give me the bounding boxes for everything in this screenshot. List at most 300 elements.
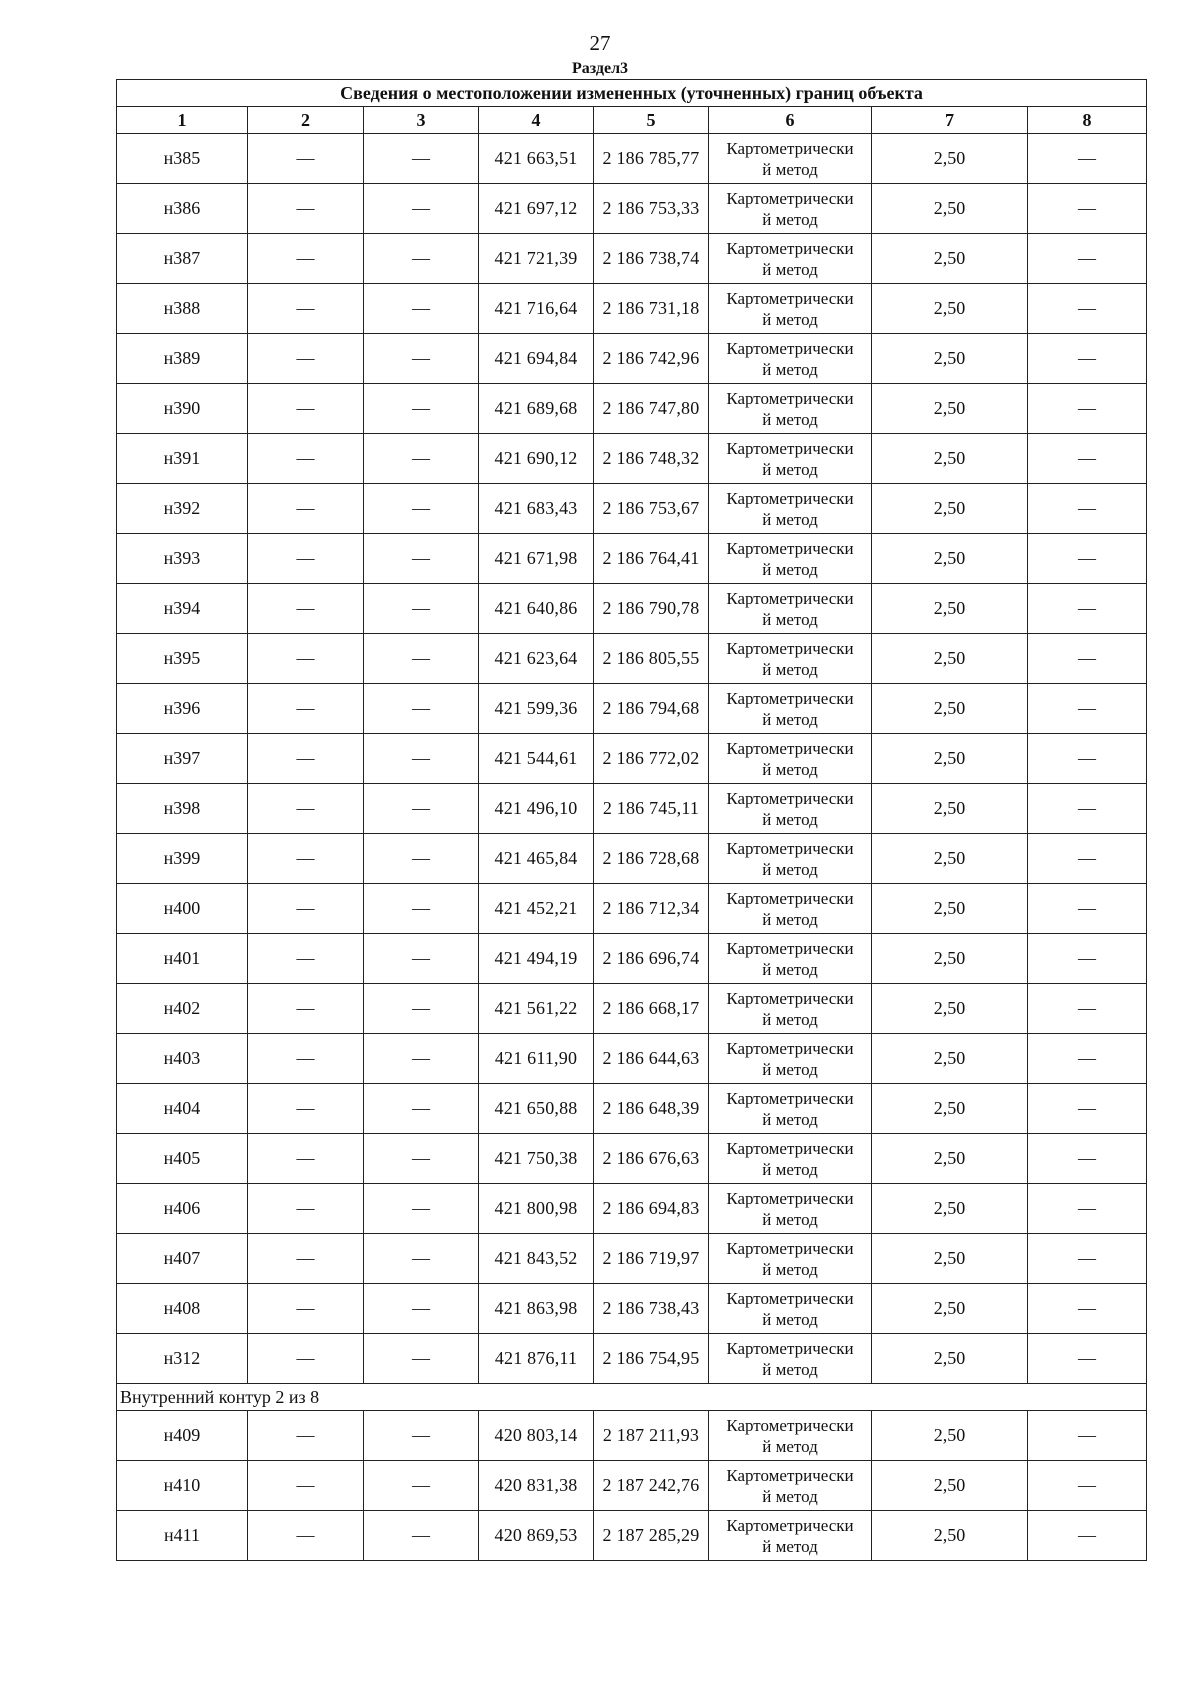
method-cell xyxy=(709,984,872,1034)
y-coordinate-cell: 2 186 742,96 xyxy=(594,334,709,384)
column8-cell: — xyxy=(1028,1334,1147,1384)
column3-cell: — xyxy=(364,1461,479,1511)
point-cell: н402 xyxy=(117,984,248,1034)
x-coordinate-cell: 421 800,98 xyxy=(479,1184,594,1234)
accuracy-cell: 2,50 xyxy=(872,1234,1028,1284)
method-cell xyxy=(709,434,872,484)
column8-cell: — xyxy=(1028,134,1147,184)
y-coordinate-cell: 2 186 648,39 xyxy=(594,1084,709,1134)
method-text: Картометрически xyxy=(726,1088,854,1108)
point-cell: н395 xyxy=(117,634,248,684)
column3-cell: — xyxy=(364,1084,479,1134)
point-cell: н401 xyxy=(117,934,248,984)
page-number: 27 xyxy=(589,31,611,55)
column8-cell: — xyxy=(1028,734,1147,784)
point-cell: н409 xyxy=(117,1411,248,1461)
table-row xyxy=(117,884,1147,934)
point-cell: н398 xyxy=(117,784,248,834)
column2-cell: — xyxy=(248,1234,364,1284)
y-coordinate-cell: 2 186 764,41 xyxy=(594,534,709,584)
y-coordinate-cell: 2 186 747,80 xyxy=(594,384,709,434)
column2-cell: — xyxy=(248,284,364,334)
accuracy-cell: 2,50 xyxy=(872,1084,1028,1134)
method-cell xyxy=(709,1184,872,1234)
column8-cell: — xyxy=(1028,684,1147,734)
table-row xyxy=(117,684,1147,734)
column8-cell: — xyxy=(1028,434,1147,484)
table-row xyxy=(117,1234,1147,1284)
y-coordinate-cell: 2 186 753,67 xyxy=(594,484,709,534)
point-cell: н399 xyxy=(117,834,248,884)
column3-cell: — xyxy=(364,934,479,984)
column-number: 2 xyxy=(248,107,364,134)
method-text: Картометрически xyxy=(726,1415,854,1435)
x-coordinate-cell: 420 803,14 xyxy=(479,1411,594,1461)
table-row xyxy=(117,1284,1147,1334)
y-coordinate-cell: 2 186 668,17 xyxy=(594,984,709,1034)
column8-cell: — xyxy=(1028,1411,1147,1461)
accuracy-cell: 2,50 xyxy=(872,584,1028,634)
x-coordinate-cell: 421 650,88 xyxy=(479,1084,594,1134)
x-coordinate-cell: 421 623,64 xyxy=(479,634,594,684)
column8-cell: — xyxy=(1028,184,1147,234)
column8-cell: — xyxy=(1028,984,1147,1034)
method-text: Картометрически xyxy=(726,1515,854,1535)
y-coordinate-cell: 2 186 794,68 xyxy=(594,684,709,734)
method-cell xyxy=(709,1511,872,1561)
method-text: Картометрически xyxy=(726,938,854,958)
y-coordinate-cell: 2 187 211,93 xyxy=(594,1411,709,1461)
column-number: 6 xyxy=(709,107,872,134)
table-row xyxy=(117,834,1147,884)
column8-cell: — xyxy=(1028,1034,1147,1084)
x-coordinate-cell: 420 831,38 xyxy=(479,1461,594,1511)
accuracy-cell: 2,50 xyxy=(872,734,1028,784)
table-caption: Сведения о местоположении измененных (уточненных) границ объекта xyxy=(117,80,1147,107)
column3-cell: — xyxy=(364,734,479,784)
column-number: 7 xyxy=(872,107,1028,134)
column2-cell: — xyxy=(248,734,364,784)
table-row xyxy=(117,734,1147,784)
table-row xyxy=(117,984,1147,1034)
y-coordinate-cell: 2 186 676,63 xyxy=(594,1134,709,1184)
point-cell: н405 xyxy=(117,1134,248,1184)
x-coordinate-cell: 421 843,52 xyxy=(479,1234,594,1284)
method-text: й метод xyxy=(762,409,818,429)
accuracy-cell: 2,50 xyxy=(872,684,1028,734)
method-cell xyxy=(709,1334,872,1384)
method-text: й метод xyxy=(762,809,818,829)
point-cell: н397 xyxy=(117,734,248,784)
column8-cell: — xyxy=(1028,284,1147,334)
method-cell xyxy=(709,634,872,684)
x-coordinate-cell: 421 494,19 xyxy=(479,934,594,984)
x-coordinate-cell: 421 750,38 xyxy=(479,1134,594,1184)
point-cell: н400 xyxy=(117,884,248,934)
column8-cell: — xyxy=(1028,934,1147,984)
method-text: й метод xyxy=(762,559,818,579)
method-text: й метод xyxy=(762,509,818,529)
table-row xyxy=(117,334,1147,384)
accuracy-cell: 2,50 xyxy=(872,1034,1028,1084)
method-cell xyxy=(709,584,872,634)
accuracy-cell: 2,50 xyxy=(872,784,1028,834)
point-cell: н386 xyxy=(117,184,248,234)
column2-cell: — xyxy=(248,1284,364,1334)
method-cell xyxy=(709,334,872,384)
column2-cell: — xyxy=(248,1084,364,1134)
column2-cell: — xyxy=(248,884,364,934)
column3-cell: — xyxy=(364,634,479,684)
point-cell: н394 xyxy=(117,584,248,634)
y-coordinate-cell: 2 186 644,63 xyxy=(594,1034,709,1084)
accuracy-cell: 2,50 xyxy=(872,1461,1028,1511)
method-cell xyxy=(709,1084,872,1134)
y-coordinate-cell: 2 186 790,78 xyxy=(594,584,709,634)
method-text: й метод xyxy=(762,609,818,629)
point-cell: н411 xyxy=(117,1511,248,1561)
method-text: Картометрически xyxy=(726,1138,854,1158)
contour-label: Внутренний контур 2 из 8 xyxy=(117,1384,1147,1411)
method-cell xyxy=(709,134,872,184)
method-text: Картометрически xyxy=(726,238,854,258)
column3-cell: — xyxy=(364,534,479,584)
accuracy-cell: 2,50 xyxy=(872,634,1028,684)
method-text: й метод xyxy=(762,859,818,879)
column-numbers-row xyxy=(117,107,1147,134)
method-text: й метод xyxy=(762,1009,818,1029)
column-number: 1 xyxy=(117,107,248,134)
method-text: й метод xyxy=(762,959,818,979)
y-coordinate-cell: 2 186 738,74 xyxy=(594,234,709,284)
column3-cell: — xyxy=(364,284,479,334)
y-coordinate-cell: 2 187 242,76 xyxy=(594,1461,709,1511)
table-row xyxy=(117,584,1147,634)
point-cell: н390 xyxy=(117,384,248,434)
column3-cell: — xyxy=(364,1334,479,1384)
x-coordinate-cell: 421 683,43 xyxy=(479,484,594,534)
column3-cell: — xyxy=(364,434,479,484)
column8-cell: — xyxy=(1028,1284,1147,1334)
method-text: Картометрически xyxy=(726,1465,854,1485)
method-text: Картометрически xyxy=(726,988,854,1008)
x-coordinate-cell: 421 689,68 xyxy=(479,384,594,434)
contour-section xyxy=(117,1384,1147,1411)
column8-cell: — xyxy=(1028,534,1147,584)
method-text: Картометрически xyxy=(726,688,854,708)
column2-cell: — xyxy=(248,1184,364,1234)
coordinates-table xyxy=(116,79,1147,1561)
y-coordinate-cell: 2 186 719,97 xyxy=(594,1234,709,1284)
column2-cell: — xyxy=(248,334,364,384)
column2-cell: — xyxy=(248,1134,364,1184)
x-coordinate-cell: 421 697,12 xyxy=(479,184,594,234)
method-cell xyxy=(709,234,872,284)
accuracy-cell: 2,50 xyxy=(872,334,1028,384)
column2-cell: — xyxy=(248,584,364,634)
method-cell xyxy=(709,384,872,434)
column2-cell: — xyxy=(248,384,364,434)
x-coordinate-cell: 421 876,11 xyxy=(479,1334,594,1384)
point-cell: н388 xyxy=(117,284,248,334)
column2-cell: — xyxy=(248,534,364,584)
column3-cell: — xyxy=(364,1511,479,1561)
column2-cell: — xyxy=(248,984,364,1034)
x-coordinate-cell: 421 671,98 xyxy=(479,534,594,584)
method-text: й метод xyxy=(762,1536,818,1556)
accuracy-cell: 2,50 xyxy=(872,534,1028,584)
method-text: й метод xyxy=(762,1059,818,1079)
accuracy-cell: 2,50 xyxy=(872,984,1028,1034)
column2-cell: — xyxy=(248,784,364,834)
table-row xyxy=(117,1461,1147,1511)
accuracy-cell: 2,50 xyxy=(872,1284,1028,1334)
table-row xyxy=(117,284,1147,334)
accuracy-cell: 2,50 xyxy=(872,284,1028,334)
column8-cell: — xyxy=(1028,334,1147,384)
method-text: Картометрически xyxy=(726,1338,854,1358)
table-body-block1 xyxy=(117,134,1147,1384)
method-text: й метод xyxy=(762,1486,818,1506)
y-coordinate-cell: 2 186 745,11 xyxy=(594,784,709,834)
point-cell: н396 xyxy=(117,684,248,734)
method-text: й метод xyxy=(762,1159,818,1179)
method-text: Картометрически xyxy=(726,338,854,358)
table-row xyxy=(117,1511,1147,1561)
column2-cell: — xyxy=(248,1461,364,1511)
method-text: й метод xyxy=(762,259,818,279)
column3-cell: — xyxy=(364,884,479,934)
table-row xyxy=(117,434,1147,484)
column3-cell: — xyxy=(364,1134,479,1184)
point-cell: н404 xyxy=(117,1084,248,1134)
y-coordinate-cell: 2 186 772,02 xyxy=(594,734,709,784)
method-text: Картометрически xyxy=(726,738,854,758)
method-text: й метод xyxy=(762,459,818,479)
method-cell xyxy=(709,284,872,334)
column8-cell: — xyxy=(1028,1084,1147,1134)
method-text: й метод xyxy=(762,909,818,929)
column3-cell: — xyxy=(364,1034,479,1084)
column8-cell: — xyxy=(1028,234,1147,284)
method-text: Картометрически xyxy=(726,438,854,458)
column8-cell: — xyxy=(1028,634,1147,684)
column-number: 5 xyxy=(594,107,709,134)
accuracy-cell: 2,50 xyxy=(872,1511,1028,1561)
method-cell xyxy=(709,784,872,834)
point-cell: н391 xyxy=(117,434,248,484)
accuracy-cell: 2,50 xyxy=(872,1184,1028,1234)
method-text: Картометрически xyxy=(726,888,854,908)
table-row xyxy=(117,634,1147,684)
point-cell: н406 xyxy=(117,1184,248,1234)
point-cell: н389 xyxy=(117,334,248,384)
column3-cell: — xyxy=(364,334,479,384)
method-cell xyxy=(709,834,872,884)
column8-cell: — xyxy=(1028,484,1147,534)
accuracy-cell: 2,50 xyxy=(872,484,1028,534)
column2-cell: — xyxy=(248,484,364,534)
accuracy-cell: 2,50 xyxy=(872,234,1028,284)
column3-cell: — xyxy=(364,484,479,534)
accuracy-cell: 2,50 xyxy=(872,1134,1028,1184)
method-text: й метод xyxy=(762,759,818,779)
method-cell xyxy=(709,1284,872,1334)
table-row xyxy=(117,234,1147,284)
table-row xyxy=(117,384,1147,434)
method-cell xyxy=(709,1461,872,1511)
accuracy-cell: 2,50 xyxy=(872,884,1028,934)
column-number: 8 xyxy=(1028,107,1147,134)
column-number: 3 xyxy=(364,107,479,134)
x-coordinate-cell: 420 869,53 xyxy=(479,1511,594,1561)
method-text: й метод xyxy=(762,159,818,179)
table-row xyxy=(117,1411,1147,1461)
column-number: 4 xyxy=(479,107,594,134)
column3-cell: — xyxy=(364,234,479,284)
column2-cell: — xyxy=(248,684,364,734)
x-coordinate-cell: 421 496,10 xyxy=(479,784,594,834)
table-row xyxy=(117,534,1147,584)
column8-cell: — xyxy=(1028,834,1147,884)
accuracy-cell: 2,50 xyxy=(872,1334,1028,1384)
method-text: й метод xyxy=(762,1109,818,1129)
column3-cell: — xyxy=(364,1411,479,1461)
column3-cell: — xyxy=(364,384,479,434)
x-coordinate-cell: 421 694,84 xyxy=(479,334,594,384)
y-coordinate-cell: 2 186 754,95 xyxy=(594,1334,709,1384)
table-row xyxy=(117,1184,1147,1234)
point-cell: н312 xyxy=(117,1334,248,1384)
method-text: й метод xyxy=(762,1359,818,1379)
x-coordinate-cell: 421 663,51 xyxy=(479,134,594,184)
method-cell xyxy=(709,1234,872,1284)
column2-cell: — xyxy=(248,834,364,884)
column2-cell: — xyxy=(248,634,364,684)
column3-cell: — xyxy=(364,784,479,834)
column3-cell: — xyxy=(364,584,479,634)
method-cell xyxy=(709,884,872,934)
method-text: Картометрически xyxy=(726,138,854,158)
y-coordinate-cell: 2 186 694,83 xyxy=(594,1184,709,1234)
method-text: Картометрически xyxy=(726,188,854,208)
accuracy-cell: 2,50 xyxy=(872,1411,1028,1461)
column8-cell: — xyxy=(1028,784,1147,834)
x-coordinate-cell: 421 561,22 xyxy=(479,984,594,1034)
column3-cell: — xyxy=(364,184,479,234)
method-text: й метод xyxy=(762,1259,818,1279)
method-text: Картометрически xyxy=(726,1288,854,1308)
point-cell: н410 xyxy=(117,1461,248,1511)
contour-label-row xyxy=(117,1384,1147,1411)
y-coordinate-cell: 2 186 731,18 xyxy=(594,284,709,334)
method-text: й метод xyxy=(762,1209,818,1229)
point-cell: н387 xyxy=(117,234,248,284)
column8-cell: — xyxy=(1028,884,1147,934)
method-text: й метод xyxy=(762,209,818,229)
section-title: Раздел3 xyxy=(571,60,629,77)
table-row xyxy=(117,1334,1147,1384)
column3-cell: — xyxy=(364,1284,479,1334)
column3-cell: — xyxy=(364,1234,479,1284)
method-cell xyxy=(709,1411,872,1461)
x-coordinate-cell: 421 721,39 xyxy=(479,234,594,284)
method-text: й метод xyxy=(762,1436,818,1456)
y-coordinate-cell: 2 186 696,74 xyxy=(594,934,709,984)
table-row xyxy=(117,184,1147,234)
y-coordinate-cell: 2 186 785,77 xyxy=(594,134,709,184)
column3-cell: — xyxy=(364,834,479,884)
method-text: Картометрически xyxy=(726,288,854,308)
method-cell xyxy=(709,534,872,584)
method-text: Картометрически xyxy=(726,388,854,408)
x-coordinate-cell: 421 599,36 xyxy=(479,684,594,734)
method-cell xyxy=(709,1034,872,1084)
accuracy-cell: 2,50 xyxy=(872,834,1028,884)
point-cell: н407 xyxy=(117,1234,248,1284)
column2-cell: — xyxy=(248,234,364,284)
point-cell: н403 xyxy=(117,1034,248,1084)
method-cell xyxy=(709,684,872,734)
x-coordinate-cell: 421 465,84 xyxy=(479,834,594,884)
method-text: Картометрически xyxy=(726,588,854,608)
method-text: Картометрически xyxy=(726,638,854,658)
accuracy-cell: 2,50 xyxy=(872,384,1028,434)
method-text: й метод xyxy=(762,659,818,679)
method-text: Картометрически xyxy=(726,1188,854,1208)
method-cell xyxy=(709,1134,872,1184)
column8-cell: — xyxy=(1028,1511,1147,1561)
accuracy-cell: 2,50 xyxy=(872,934,1028,984)
column3-cell: — xyxy=(364,134,479,184)
column8-cell: — xyxy=(1028,584,1147,634)
method-text: Картометрически xyxy=(726,1038,854,1058)
y-coordinate-cell: 2 186 728,68 xyxy=(594,834,709,884)
column2-cell: — xyxy=(248,134,364,184)
column2-cell: — xyxy=(248,434,364,484)
point-cell: н385 xyxy=(117,134,248,184)
x-coordinate-cell: 421 716,64 xyxy=(479,284,594,334)
y-coordinate-cell: 2 186 712,34 xyxy=(594,884,709,934)
column8-cell: — xyxy=(1028,1461,1147,1511)
method-text: Картометрически xyxy=(726,1238,854,1258)
method-cell xyxy=(709,484,872,534)
column2-cell: — xyxy=(248,1334,364,1384)
column2-cell: — xyxy=(248,1511,364,1561)
x-coordinate-cell: 421 690,12 xyxy=(479,434,594,484)
table-row xyxy=(117,484,1147,534)
method-text: й метод xyxy=(762,1309,818,1329)
y-coordinate-cell: 2 186 748,32 xyxy=(594,434,709,484)
method-text: Картометрически xyxy=(726,538,854,558)
method-cell xyxy=(709,184,872,234)
table-caption-row xyxy=(117,80,1147,107)
column3-cell: — xyxy=(364,1184,479,1234)
x-coordinate-cell: 421 452,21 xyxy=(479,884,594,934)
method-cell xyxy=(709,734,872,784)
accuracy-cell: 2,50 xyxy=(872,134,1028,184)
column3-cell: — xyxy=(364,984,479,1034)
x-coordinate-cell: 421 611,90 xyxy=(479,1034,594,1084)
y-coordinate-cell: 2 186 753,33 xyxy=(594,184,709,234)
table-row xyxy=(117,1134,1147,1184)
column8-cell: — xyxy=(1028,1134,1147,1184)
method-text: Картометрически xyxy=(726,488,854,508)
table-row xyxy=(117,1034,1147,1084)
point-cell: н392 xyxy=(117,484,248,534)
column8-cell: — xyxy=(1028,384,1147,434)
method-text: Картометрически xyxy=(726,838,854,858)
